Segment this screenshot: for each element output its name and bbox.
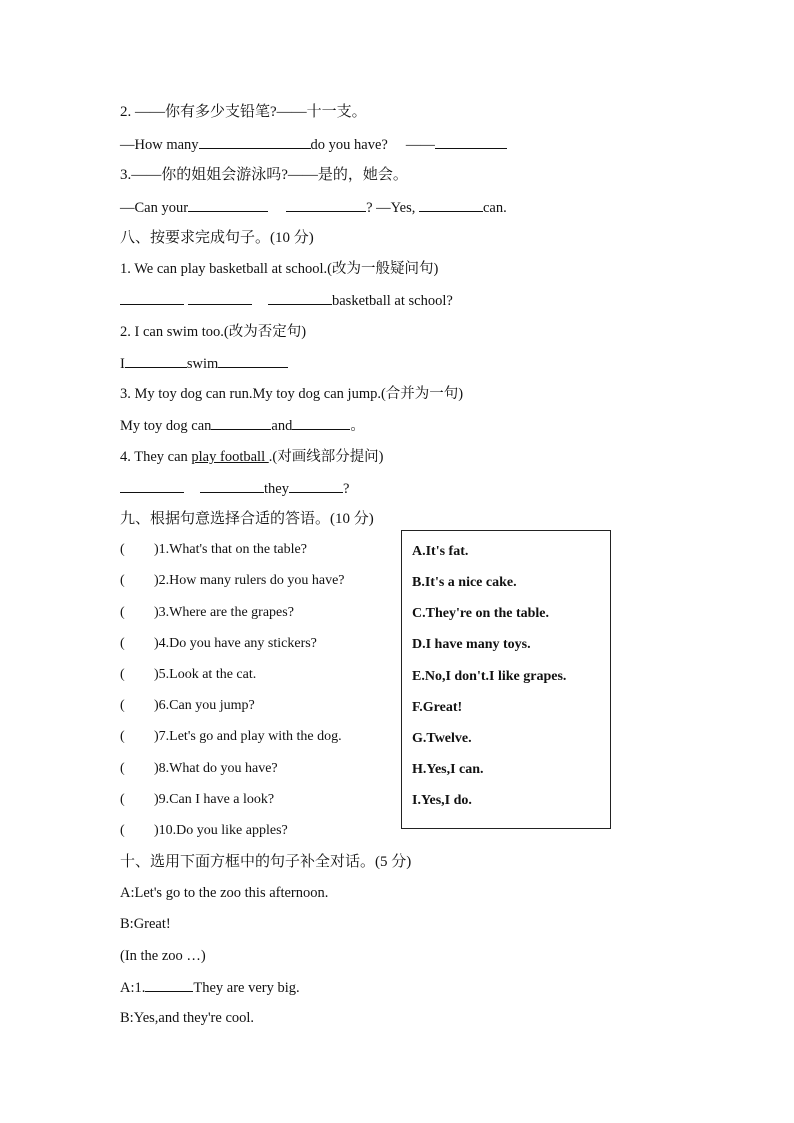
answer-paren[interactable]: (	[120, 792, 125, 807]
answer-blank[interactable]	[419, 197, 483, 212]
answer-paren[interactable]: (	[120, 823, 125, 838]
option: G.Twelve.	[412, 731, 472, 746]
q9-question	[120, 634, 317, 654]
text: ?	[342, 481, 350, 497]
answer-blank[interactable]	[125, 353, 187, 368]
answer-paren[interactable]: (	[120, 605, 125, 620]
answer-blank[interactable]	[188, 197, 268, 212]
q8-4-answer	[120, 478, 349, 499]
option: I.Yes,I do.	[412, 793, 472, 808]
option: F.Great!	[412, 700, 463, 715]
q9-question	[120, 727, 342, 747]
answer-blank[interactable]	[199, 134, 311, 149]
q8-2-answer	[120, 353, 288, 374]
answer-blank[interactable]	[211, 415, 271, 430]
answer-blank[interactable]	[289, 478, 343, 493]
text: I	[120, 356, 125, 372]
answer-blank[interactable]	[218, 353, 288, 368]
answer-blank[interactable]	[435, 134, 507, 149]
answer-options-box	[401, 530, 611, 829]
answer-paren[interactable]: (	[120, 698, 125, 713]
text: swim	[186, 356, 219, 372]
q7-3-chinese: 3.——你的姐姐会游泳吗?——是的，她会。	[120, 167, 408, 183]
answer-blank[interactable]	[120, 290, 184, 305]
q9-question	[120, 759, 278, 779]
q9-question	[120, 790, 274, 810]
text: do you have?	[310, 137, 388, 153]
text: They are very big.	[193, 980, 300, 996]
dialogue-line: (In the zoo …)	[120, 948, 206, 964]
answer-paren[interactable]: (	[120, 636, 125, 651]
answer-blank[interactable]	[200, 478, 264, 493]
section10-heading: 十、选用下面方框中的句子补全对话。(5 分)	[120, 854, 412, 870]
text: basketball at school?	[332, 293, 453, 309]
dialogue-line: B:Great!	[120, 916, 171, 932]
question-text: )2.How many rulers do you have?	[154, 573, 345, 588]
answer-blank[interactable]	[145, 977, 193, 992]
question-text: )3.Where are the grapes?	[154, 605, 294, 620]
q9-question	[120, 571, 345, 591]
answer-blank[interactable]	[120, 478, 184, 493]
dialogue-line: A:Let's go to the zoo this afternoon.	[120, 885, 329, 901]
q8-1-answer	[120, 290, 453, 311]
text: can.	[482, 200, 507, 216]
text: 4. They can	[120, 449, 188, 465]
option: B.It's a nice cake.	[412, 575, 517, 590]
q9-question	[120, 821, 288, 841]
answer-paren[interactable]: (	[120, 667, 125, 682]
underlined-phrase: play football	[191, 449, 269, 465]
text: My toy dog can	[120, 418, 212, 434]
section8-heading: 八、按要求完成句子。(10 分)	[120, 230, 314, 246]
text: —Can your	[120, 200, 189, 216]
q7-2-english	[120, 134, 507, 155]
dialogue-line: B:Yes,and they're cool.	[120, 1010, 255, 1026]
q7-3-english	[120, 197, 507, 218]
q9-question	[120, 603, 294, 623]
text: 。	[350, 418, 365, 434]
option: H.Yes,I can.	[412, 762, 484, 777]
q9-question	[120, 665, 256, 685]
answer-blank[interactable]	[286, 197, 366, 212]
option: C.They're on the table.	[412, 606, 550, 621]
question-text: )8.What do you have?	[154, 761, 278, 776]
q8-3: 3. My toy dog can run.My toy dog can jump.(合并为一句)	[120, 386, 464, 402]
question-text: )7.Let's go and play with the dog.	[154, 729, 342, 744]
text: ——	[405, 137, 435, 153]
question-text: )1.What's that on the table?	[154, 542, 307, 557]
option: A.It's fat.	[412, 544, 469, 559]
question-text: )6.Can you jump?	[154, 698, 255, 713]
q9-question	[120, 540, 307, 560]
section9-heading: 九、根据句意选择合适的答语。(10 分)	[120, 511, 374, 527]
question-text: )10.Do you like apples?	[154, 823, 288, 838]
q7-2-chinese: 2. ——你有多少支铅笔?——十一支。	[120, 104, 367, 120]
option: D.I have many toys.	[412, 637, 531, 652]
answer-blank[interactable]	[188, 290, 252, 305]
question-text: )5.Look at the cat.	[154, 667, 257, 682]
text: —How many	[120, 137, 199, 153]
option: E.No,I don't.I like grapes.	[412, 669, 567, 684]
q9-question	[120, 696, 255, 716]
text: and	[271, 418, 293, 434]
text: .(对画线部分提问)	[268, 449, 384, 465]
answer-paren[interactable]: (	[120, 729, 125, 744]
text: A:1.	[120, 980, 146, 996]
answer-blank[interactable]	[292, 415, 350, 430]
text: they	[264, 481, 289, 497]
q8-2: 2. I can swim too.(改为否定句)	[120, 324, 307, 340]
question-text: )4.Do you have any stickers?	[154, 636, 317, 651]
q8-3-answer	[120, 415, 365, 436]
answer-paren[interactable]: (	[120, 542, 125, 557]
answer-paren[interactable]: (	[120, 573, 125, 588]
answer-blank[interactable]	[268, 290, 332, 305]
dialogue-line	[120, 977, 300, 998]
question-text: )9.Can I have a look?	[154, 792, 275, 807]
q8-1: 1. We can play basketball at school.(改为一般疑问句)	[120, 261, 439, 277]
answer-paren[interactable]: (	[120, 761, 125, 776]
text: ? —Yes,	[366, 200, 416, 216]
q8-4	[120, 447, 384, 467]
